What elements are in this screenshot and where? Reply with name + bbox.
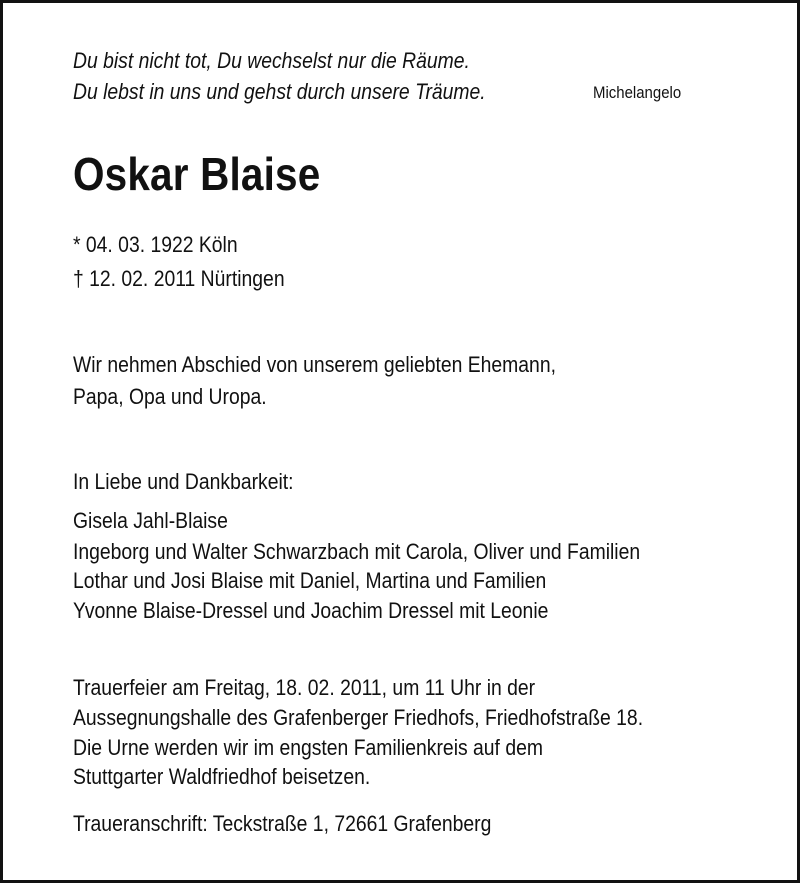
death-date: † 12. 02. 2011 Nürtingen (73, 266, 285, 291)
service-line-2: Aussegnungshalle des Grafenberger Friedhofs, Friedhofstraße 18. (73, 705, 644, 730)
mourner-name: Ingeborg und Walter Schwarzbach mit Carola, Oliver und Familien (73, 539, 641, 564)
mourner-name: Lothar und Josi Blaise mit Daniel, Martina und Familien (73, 568, 547, 593)
quote-line-2: Du lebst in uns und gehst durch unsere Träume. (73, 79, 486, 104)
service-line-3: Die Urne werden wir im engsten Familienkreis auf dem (73, 735, 543, 760)
mourner-name: Yvonne Blaise-Dressel und Joachim Dressel mit Leonie (73, 598, 549, 623)
mourning-address: Traueranschrift: Teckstraße 1, 72661 Grafenberg (73, 811, 492, 836)
mourners-intro: In Liebe und Dankbarkeit: (73, 469, 294, 494)
service-line-4: Stuttgarter Waldfriedhof beisetzen. (73, 764, 371, 789)
farewell-line-2: Papa, Opa und Uropa. (73, 384, 267, 409)
quote-line-1: Du bist nicht tot, Du wechselst nur die Räume. (73, 48, 470, 73)
farewell-line-1: Wir nehmen Abschied von unserem geliebten Ehemann, (73, 352, 556, 377)
service-line-1: Trauerfeier am Freitag, 18. 02. 2011, um 11 Uhr in der (73, 675, 536, 700)
quote-author: Michelangelo (593, 83, 682, 102)
deceased-name: Oskar Blaise (73, 148, 321, 200)
birth-date: * 04. 03. 1922 Köln (73, 232, 238, 257)
mourner-name: Gisela Jahl-Blaise (73, 508, 228, 533)
